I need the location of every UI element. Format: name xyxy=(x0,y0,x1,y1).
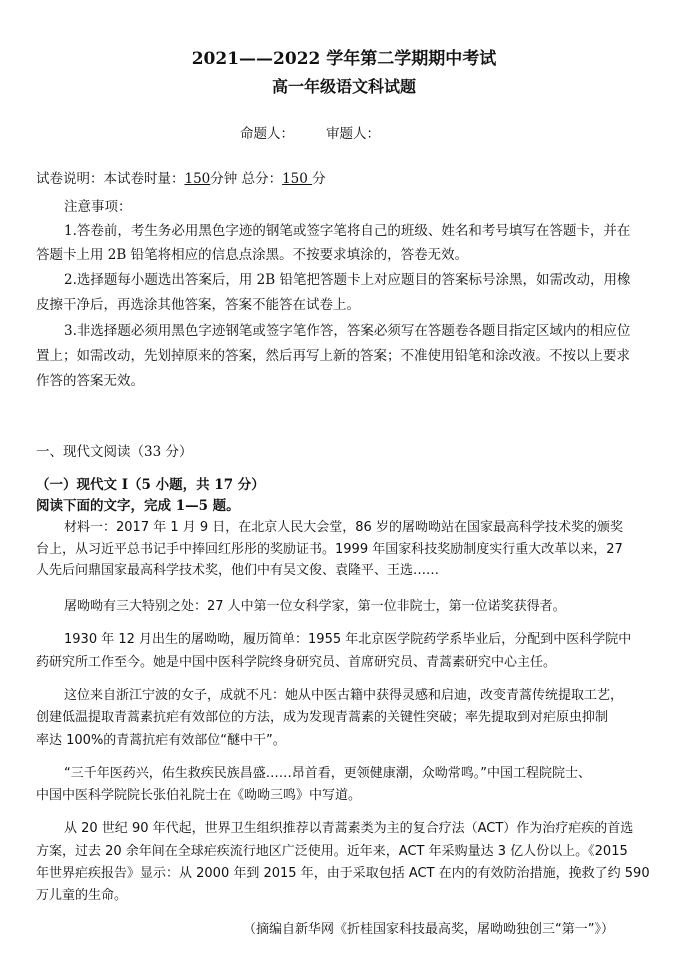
passage-line: 1930 年 12 月出生的屠呦呦，履历简单：1955 年北京医学院药学系毕业后，分配到中医科学院中 xyxy=(64,632,632,647)
notice-line: 作答的答案无效。 xyxy=(36,373,144,389)
passage-source: （摘编自新华网《折桂国家科技最高奖，屠呦呦独创三“第一”》） xyxy=(243,922,614,937)
notice-line: 答题卡上用 2B 铅笔将相应的信息点涂黑。不按要求填涂的，答卷无效。 xyxy=(36,247,469,263)
passage-line: 材料一：2017 年 1 月 9 日，在北京人民大会堂，86 岁的屠呦呦站在国家最高科学技术奖的颁奖 xyxy=(64,520,623,535)
passage-line: “三千年医药兴，佑生救疾民族昌盛……昂首看，更领健康潮，众呦常鸣。”中国工程院院士、 xyxy=(64,766,591,781)
passage-line: 率达 100%的青蒿抗疟有效部位“醚中干”。 xyxy=(36,733,286,748)
passage-line: 创建低温提取青蒿素抗疟有效部位的方法，成为发现青蒿素的关键性突破；率先提取到对疟原虫抑制 xyxy=(36,710,609,725)
exam-subtitle: 高一年级语文科试题 xyxy=(271,77,416,96)
passage-line: 方案，过去 20 余年间在全球疟疾流行地区广泛使用。近年来，ACT 年采购量达 3 亿人份以上。《2015 xyxy=(36,844,628,859)
exam-info-prefix: 试卷说明：本试卷时量： xyxy=(36,171,185,187)
exam-score: 150 xyxy=(282,171,313,187)
passage-line: 人先后问鼎国家最高科学技术奖，他们中有吴文俊、袁隆平、王选…… xyxy=(36,563,440,578)
exam-minutes: 150 xyxy=(184,171,211,187)
passage-line: 这位来自浙江宁波的女子，成就不凡：她从中医古籍中获得灵感和启迪，改变青蒿传统提取工艺， xyxy=(64,688,624,703)
reviewer-label: 审题人： xyxy=(326,126,380,142)
exam-title: 2021——2022 学年第二学期期中考试 xyxy=(191,49,497,69)
notice-heading: 注意事项： xyxy=(64,199,132,215)
notice-line: 1.答卷前，考生务必用黑色字迹的钢笔或签字笔将自己的班级、姓名和考号填写在答题卡，并在 xyxy=(64,223,631,239)
passage-line: 万儿童的生命。 xyxy=(36,888,128,903)
passage-line: 从 20 世纪 90 年代起，世界卫生组织推荐以青蒿素类为主的复合疗法（ACT）作为治疗疟疾的首选 xyxy=(64,821,634,836)
exam-score-unit: 分 xyxy=(312,171,326,187)
notice-line: 皮擦干净后，再选涂其他答案，答案不能答在试卷上。 xyxy=(36,297,360,313)
sub-section-heading: （一）现代文 I（5 小题，共 17 分） xyxy=(36,477,265,493)
notice-line: 2.选择题每小题选出答案后，用 2B 铅笔把答题卡上对应题目的答案标号涂黑，如需改动，用橡 xyxy=(64,272,631,288)
section-heading: 一、现代文阅读（33 分） xyxy=(36,444,193,460)
reading-instruction: 阅读下面的文字，完成 1—5 题。 xyxy=(36,498,240,514)
notice-line: 置上；如需改动，先划掉原来的答案，然后再写上新的答案；不准使用铅笔和涂改液。不按以上要求 xyxy=(36,348,630,364)
exam-info xyxy=(36,167,326,187)
notice-line: 3.非选择题必须用黑色字迹钢笔或签字笔作答，答案必须写在答题卷各题目指定区域内的相应位 xyxy=(64,323,631,339)
passage-line: 药研究所工作至今。她是中国中医科学院终身研究员、首席研究员、青蒿素研究中心主任。 xyxy=(36,655,557,670)
passage-line: 台上，从习近平总书记手中捧回红彤彤的奖励证书。1999 年国家科技奖励制度实行重大改革以来，27 xyxy=(36,542,623,557)
exam-minutes-unit: 分钟 总分： xyxy=(210,171,283,187)
passage-line: 年世界疟疾报告》显示：从 2000 年到 2015 年，由于采取包括 ACT 在内的有效防治措施，挽救了约 590 xyxy=(36,866,650,881)
passage-line: 屠呦呦有三大特别之处：27 人中第一位女科学家，第一位非院士，第一位诺奖获得者。 xyxy=(64,599,566,614)
setter-label: 命题人： xyxy=(240,126,294,142)
passage-line: 中国中医科学院院长张伯礼院士在《呦呦三鸣》中写道。 xyxy=(36,788,362,803)
